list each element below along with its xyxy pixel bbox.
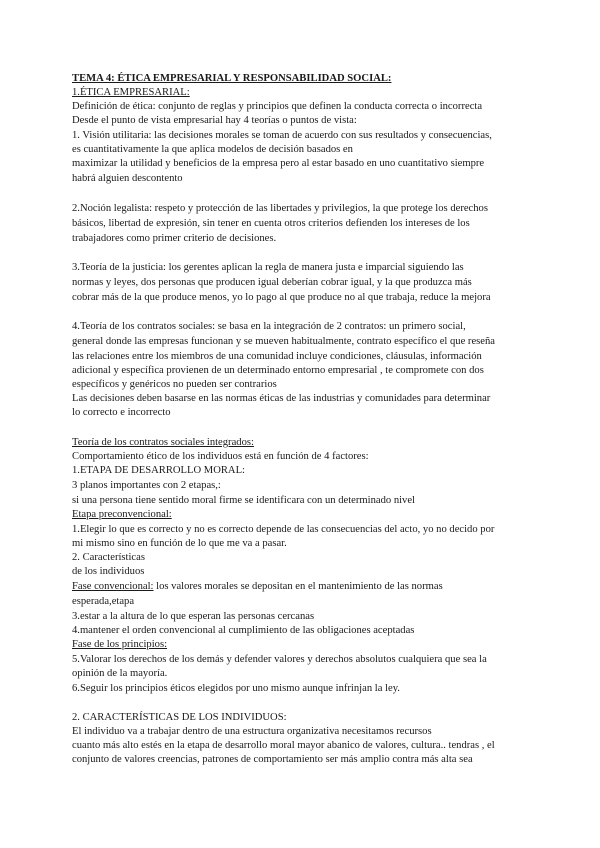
paragraph-line: 6.Seguir los principios éticos elegidos por uno mismo aunque infrinjan la ley. — [72, 683, 400, 694]
paragraph-line: de los individuos — [72, 566, 145, 577]
section-heading-convencional: Fase convencional: — [72, 581, 154, 592]
paragraph-line: 3.Teoría de la justicia: los gerentes aplican la regla de manera justa e imparcial siguiendo las — [72, 262, 464, 273]
paragraph-line: Las decisiones deben basarse en las normas éticas de las industrias y comunidades para determinar — [72, 393, 491, 404]
paragraph-line: 3 planos importantes con 2 etapas,: — [72, 480, 221, 491]
paragraph-line: Desde el punto de vista empresarial hay 4 teorías o puntos de vista: — [72, 115, 357, 126]
paragraph-line: 1. Visión utilitaria: las decisiones morales se toman de acuerdo con sus resultados y consecuencias, — [72, 130, 492, 141]
section-heading-caracteristicas: 2. CARACTERÍSTICAS DE LOS INDIVIDUOS: — [72, 712, 287, 723]
paragraph-line: 4.Teoría de los contratos sociales: se basa en la integración de 2 contratos: un primero social, — [72, 321, 466, 332]
paragraph-line-convencional — [72, 580, 443, 594]
paragraph-line: Comportamiento ético de los individuos está en función de 4 factores: — [72, 451, 369, 462]
paragraph-line: cobrar más de la que produce menos, yo lo pago al que produce no al que trabaja, reduce la mejora — [72, 292, 491, 303]
paragraph-line: 4.mantener el orden convencional al cumplimiento de las obligaciones aceptadas — [72, 625, 415, 636]
paragraph-line: 5.Valorar los derechos de los demás y defender valores y derechos absolutos cualquiera que sea la — [72, 654, 487, 665]
paragraph-line: las relaciones entre los miembros de una comunidad incluye condiciones, cláusulas, información — [72, 351, 482, 362]
paragraph-line: 3.estar a la altura de lo que esperan las personas cercanas — [72, 611, 315, 622]
inline-text: los valores morales se depositan en el mantenimiento de las normas — [153, 581, 443, 592]
paragraph-line: si una persona tiene sentido moral firme se identificara con un determinado nivel — [72, 495, 416, 506]
paragraph-line: normas y leyes, dos personas que producen igual deberían cobrar igual, y la que produzca más — [72, 277, 472, 288]
paragraph-line: conjunto de valores creencias, patrones de comportamiento ser más amplio contra más alta sea — [72, 754, 473, 765]
paragraph-line: opinión de la mayoría. — [72, 668, 168, 679]
paragraph-line: adicional y específica provienen de un determinado entorno empresarial , te compromete con dos — [72, 365, 484, 376]
paragraph-line: lo correcto e incorrecto — [72, 407, 171, 418]
paragraph-line: esperada,etapa — [72, 596, 135, 607]
paragraph-line: básicos, libertad de expresión, sin tener en cuenta otros criterios defienden los intereses de los — [72, 218, 470, 229]
section-heading-contratos-sociales: Teoría de los contratos sociales integrados: — [72, 437, 254, 448]
paragraph-line: trabajadores como primer criterio de decisiones. — [72, 233, 277, 244]
paragraph-line: general donde las empresas funcionan y se mueven habitualmente, contrato específico el que reseña — [72, 336, 495, 347]
section-heading-etica-empresarial: 1.ÉTICA EMPRESARIAL: — [72, 87, 190, 98]
paragraph-line: El individuo va a trabajar dentro de una estructura organizativa necesitamos recursos — [72, 726, 432, 737]
paragraph-line: habrá alguien descontento — [72, 173, 183, 184]
paragraph-line: 1.ETAPA DE DESARROLLO MORAL: — [72, 465, 245, 476]
paragraph-line: 1.Elegir lo que es correcto y no es correcto depende de las consecuencias del acto, yo no decido por — [72, 524, 495, 535]
paragraph-line: 2. Características — [72, 552, 145, 563]
paragraph-line: específicos y genéricos no pueden ser contrarios — [72, 379, 277, 390]
paragraph-line: es cuantitativamente la que aplica modelos de decisión basados en — [72, 144, 353, 155]
paragraph-line: cuanto más alto estés en la etapa de desarrollo moral mayor abanico de valores, cultura.. tendras , el — [72, 740, 495, 751]
document-title: TEMA 4: ÉTICA EMPRESARIAL Y RESPONSABILIDAD SOCIAL: — [72, 73, 392, 84]
paragraph-line: 2.Noción legalista: respeto y protección de las libertades y privilegios, la que protege los derechos — [72, 203, 488, 214]
paragraph-line: Definición de ética: conjunto de reglas y principios que definen la conducta correcta o incorrecta — [72, 101, 483, 112]
section-heading-preconvencional: Etapa preconvencional: — [72, 509, 172, 520]
paragraph-line: maximizar la utilidad y beneficios de la empresa pero al estar basado en uno cuantitativo siempre — [72, 158, 485, 169]
paragraph-line: mi mismo sino en función de lo que me va a pasar. — [72, 538, 287, 549]
section-heading-principios: Fase de los principios: — [72, 639, 168, 650]
